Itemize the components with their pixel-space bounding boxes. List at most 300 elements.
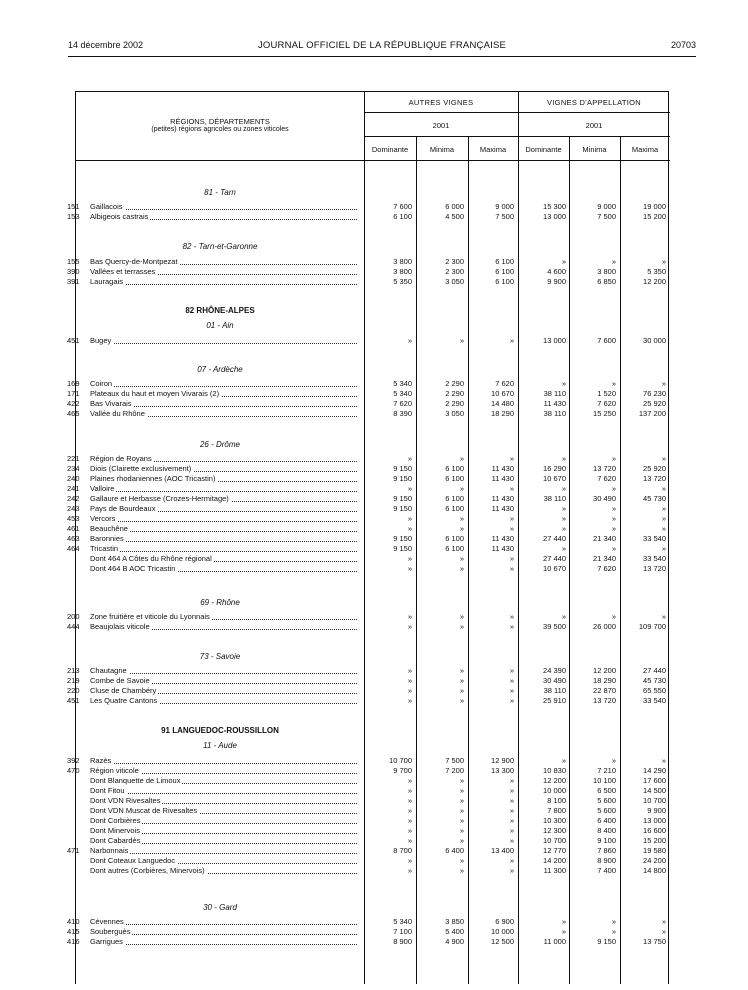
row-name [90, 826, 360, 836]
row-name [90, 257, 360, 267]
row-value: 3 850 [445, 917, 464, 926]
row-value: » [661, 524, 666, 533]
department-heading: 69 - Rhône [200, 598, 240, 607]
row-label: Dont Minervois [90, 826, 141, 835]
row-value: » [661, 504, 666, 513]
row-value: » [459, 816, 464, 825]
row-label: Dont 464 B AOC Tricastin [90, 564, 176, 573]
table-row [67, 399, 670, 409]
row-value: » [661, 927, 666, 936]
row-value: » [407, 776, 412, 785]
row-value: 7 620 [393, 399, 412, 408]
row-value: 13 300 [491, 766, 514, 775]
row-name [90, 756, 360, 766]
row-value: 33 540 [643, 534, 666, 543]
table-row [76, 554, 670, 564]
row-value: » [459, 554, 464, 563]
row-value: 10 830 [543, 766, 566, 775]
row-value: 27 440 [643, 666, 666, 675]
row-value: » [407, 514, 412, 523]
row-value: » [561, 257, 566, 266]
row-value: 11 430 [543, 399, 566, 408]
row-code: 416 [67, 937, 80, 946]
row-value: 6 100 [445, 544, 464, 553]
row-value: » [611, 756, 616, 765]
row-value: » [459, 666, 464, 675]
left-header-subtitle: (petites) régions agricoles ou zones viticoles [151, 126, 289, 133]
row-label: Plateaux du haut et moyen Vivarais (2) [90, 389, 220, 398]
row-value: 6 100 [495, 267, 514, 276]
col-header: Maxima [631, 145, 659, 154]
table-row [67, 267, 670, 277]
row-name [90, 484, 360, 494]
row-name [90, 816, 360, 826]
row-value: 9 000 [597, 202, 616, 211]
row-value: 10 700 [643, 796, 666, 805]
header-line [364, 136, 670, 137]
row-name [90, 796, 360, 806]
row-label: Dont Fitou [90, 786, 125, 795]
row-label: Vallées et terrasses [90, 267, 156, 276]
row-value: 6 400 [597, 816, 616, 825]
row-value: » [661, 917, 666, 926]
row-value: 4 600 [547, 267, 566, 276]
row-value: » [509, 796, 514, 805]
row-value: 9 100 [597, 836, 616, 845]
row-value: 7 800 [547, 806, 566, 815]
row-value: 8 390 [393, 409, 412, 418]
table-row [76, 816, 670, 826]
table-row [67, 484, 670, 494]
row-label: Plaines rhodaniennes (AOC Tricastin) [90, 474, 216, 483]
leader-dots [90, 209, 357, 210]
table-row [67, 544, 670, 554]
row-value: 45 730 [643, 494, 666, 503]
row-code: 242 [67, 494, 80, 503]
row-value: 30 490 [593, 494, 616, 503]
row-value: » [509, 666, 514, 675]
row-value: 5 340 [393, 379, 412, 388]
row-name [90, 786, 360, 796]
table-row [67, 212, 670, 222]
row-code: 463 [67, 534, 80, 543]
row-name [90, 917, 360, 927]
row-value: 27 440 [543, 534, 566, 543]
row-value: » [459, 786, 464, 795]
table-row [67, 622, 670, 632]
row-label: Région viticole [90, 766, 139, 775]
row-code: 219 [67, 676, 80, 685]
row-code: 451 [67, 696, 80, 705]
row-value: 16 290 [543, 464, 566, 473]
row-name [90, 666, 360, 676]
row-value: 5 600 [597, 806, 616, 815]
row-value: 6 100 [495, 277, 514, 286]
row-label: Bugey [90, 336, 112, 345]
row-value: » [459, 514, 464, 523]
row-value: 14 800 [643, 866, 666, 875]
table-row [76, 776, 670, 786]
row-value: 7 500 [597, 212, 616, 221]
row-value: 15 250 [593, 409, 616, 418]
row-code: 171 [67, 389, 80, 398]
row-value: 14 480 [491, 399, 514, 408]
row-value: 10 670 [543, 474, 566, 483]
row-value: » [459, 686, 464, 695]
row-value: 12 200 [643, 277, 666, 286]
row-value: » [509, 612, 514, 621]
row-value: 21 340 [593, 554, 616, 563]
row-value: » [611, 524, 616, 533]
row-code: 410 [67, 917, 80, 926]
table-row [67, 676, 670, 686]
row-name [90, 554, 360, 564]
row-value: » [407, 484, 412, 493]
row-code: 453 [67, 514, 80, 523]
row-value: 10 100 [593, 776, 616, 785]
header-line [76, 160, 670, 161]
row-value: 3 800 [393, 267, 412, 276]
table-row [67, 937, 670, 947]
table-row [67, 277, 670, 287]
row-value: 24 390 [543, 666, 566, 675]
row-label: Cluse de Chambéry [90, 686, 157, 695]
col-header: Dominante [371, 145, 409, 154]
row-code: 241 [67, 484, 80, 493]
row-value: 33 540 [643, 554, 666, 563]
row-value: » [407, 524, 412, 533]
row-code: 391 [67, 277, 80, 286]
row-value: 6 100 [445, 534, 464, 543]
row-label: Gaillacois [90, 202, 123, 211]
row-value: » [661, 544, 666, 553]
row-value: 45 730 [643, 676, 666, 685]
row-value: 10 700 [543, 836, 566, 845]
row-value: » [611, 544, 616, 553]
left-header-title: RÉGIONS, DÉPARTEMENTS [170, 117, 270, 126]
row-value: 12 500 [491, 937, 514, 946]
table-row [76, 564, 670, 574]
row-name [90, 494, 360, 504]
department-heading: 82 - Tarn-et-Garonne [182, 242, 258, 251]
row-label: Beauchêne [90, 524, 128, 533]
row-value: 9 150 [393, 494, 412, 503]
row-value: 19 000 [643, 202, 666, 211]
row-value: 9 150 [393, 534, 412, 543]
row-code: 240 [67, 474, 80, 483]
table-row [67, 514, 670, 524]
row-value: 6 500 [597, 786, 616, 795]
row-value: » [407, 336, 412, 345]
row-value: 6 100 [393, 212, 412, 221]
table-row [67, 202, 670, 212]
row-value: » [509, 696, 514, 705]
row-code: 471 [67, 846, 80, 855]
row-value: » [459, 826, 464, 835]
row-value: 33 540 [643, 696, 666, 705]
row-value: 13 000 [643, 816, 666, 825]
row-value: 25 910 [543, 696, 566, 705]
row-name [90, 277, 360, 287]
row-label: Garrigues [90, 937, 123, 946]
row-value: 13 720 [593, 696, 616, 705]
row-value: » [407, 806, 412, 815]
leader-dots [90, 944, 357, 945]
row-value: 3 050 [445, 409, 464, 418]
row-value: » [661, 756, 666, 765]
row-value: 14 290 [643, 766, 666, 775]
row-value: 6 100 [445, 494, 464, 503]
row-value: » [459, 484, 464, 493]
row-code: 155 [67, 257, 80, 266]
row-value: 15 300 [543, 202, 566, 211]
row-label: Combe de Savoie [90, 676, 150, 685]
row-code: 153 [67, 212, 80, 221]
leader-dots [90, 491, 357, 492]
row-value: » [459, 336, 464, 345]
row-name [90, 389, 360, 399]
row-value: » [561, 504, 566, 513]
row-value: » [561, 756, 566, 765]
row-value: 15 200 [643, 836, 666, 845]
row-value: » [459, 612, 464, 621]
row-value: 5 350 [393, 277, 412, 286]
header-page-number: 20703 [670, 40, 696, 50]
col-header: Minima [429, 145, 455, 154]
table-row [76, 806, 670, 816]
row-name [90, 504, 360, 514]
row-value: 13 000 [543, 336, 566, 345]
row-label: Beaujolais viticole [90, 622, 150, 631]
col-header: Minima [582, 145, 607, 154]
row-value: 21 340 [593, 534, 616, 543]
row-label: Dont Coteaux Languedoc [90, 856, 176, 865]
row-value: » [611, 257, 616, 266]
row-label: Coiron [90, 379, 113, 388]
row-value: » [407, 686, 412, 695]
row-value: » [509, 816, 514, 825]
leader-dots [90, 386, 357, 387]
table-row [67, 686, 670, 696]
row-value: 9 150 [393, 504, 412, 513]
row-value: 4 900 [445, 937, 464, 946]
row-value: 5 340 [393, 917, 412, 926]
row-value: 26 000 [593, 622, 616, 631]
row-value: 6 850 [597, 277, 616, 286]
row-value: 15 200 [643, 212, 666, 221]
row-value: 7 400 [597, 866, 616, 875]
row-value: 30 000 [643, 336, 666, 345]
department-heading: 26 - Drôme [199, 440, 240, 449]
row-value: 13 720 [593, 464, 616, 473]
row-name [90, 846, 360, 856]
row-code: 464 [67, 544, 80, 553]
row-label: Les Quatre Cantons [90, 696, 158, 705]
row-value: 11 430 [491, 544, 514, 553]
leader-dots [90, 343, 357, 344]
row-value: 109 700 [638, 622, 666, 631]
row-label: Bas Vivarais [90, 399, 132, 408]
row-value: 6 400 [445, 846, 464, 855]
table-row [67, 524, 670, 534]
row-value: 14 200 [543, 856, 566, 865]
row-value: » [459, 564, 464, 573]
table-row [67, 379, 670, 389]
table-row [67, 846, 670, 856]
row-label: Dont autres (Corbières, Minervois) [90, 866, 205, 875]
row-value: 38 110 [543, 686, 566, 695]
row-value: 22 870 [593, 686, 616, 695]
row-name [90, 696, 360, 706]
row-value: 7 600 [597, 336, 616, 345]
row-value: 10 000 [543, 786, 566, 795]
row-value: » [561, 544, 566, 553]
row-value: 38 110 [543, 494, 566, 503]
row-value: 2 290 [445, 379, 464, 388]
row-value: » [407, 612, 412, 621]
row-label: Diois (Clairette exclusivement) [90, 464, 192, 473]
row-label: Zone fruitière et viticole du Lyonnais [90, 612, 210, 621]
row-name [90, 409, 360, 419]
table-row [67, 917, 670, 927]
row-value: » [407, 816, 412, 825]
row-code: 234 [67, 464, 80, 473]
row-name [90, 202, 360, 212]
row-name [90, 856, 360, 866]
row-value: 10 670 [491, 389, 514, 398]
row-value: 11 430 [491, 464, 514, 473]
leader-dots [90, 551, 357, 552]
row-value: » [407, 564, 412, 573]
row-value: » [407, 666, 412, 675]
row-value: » [509, 786, 514, 795]
row-label: Souberguès [90, 927, 131, 936]
row-label: Valloire [90, 484, 115, 493]
table-row [76, 856, 670, 866]
row-value: » [407, 826, 412, 835]
row-value: 8 100 [547, 796, 566, 805]
row-value: » [509, 806, 514, 815]
row-name [90, 514, 360, 524]
row-value: 12 900 [491, 756, 514, 765]
row-value: 7 620 [495, 379, 514, 388]
row-value: » [407, 622, 412, 631]
header-date: 14 décembre 2002 [68, 40, 144, 50]
row-code: 451 [67, 336, 80, 345]
row-value: » [407, 866, 412, 875]
row-code: 461 [67, 524, 80, 533]
row-value: 30 490 [543, 676, 566, 685]
row-label: Lauragais [90, 277, 123, 286]
table-row [67, 766, 670, 776]
row-value: » [509, 686, 514, 695]
row-value: 7 600 [393, 202, 412, 211]
row-value: » [611, 454, 616, 463]
row-value: 16 600 [643, 826, 666, 835]
row-value: 13 720 [643, 564, 666, 573]
row-value: » [611, 612, 616, 621]
row-code: 243 [67, 504, 80, 513]
row-value: 11 000 [543, 937, 566, 946]
row-name [90, 927, 360, 937]
row-value: » [459, 696, 464, 705]
table-row [67, 389, 670, 399]
table-row [76, 786, 670, 796]
row-value: 6 000 [445, 202, 464, 211]
row-value: » [611, 917, 616, 926]
department-heading: 07 - Ardèche [197, 365, 243, 374]
table-row [76, 796, 670, 806]
row-value: 13 720 [643, 474, 666, 483]
table-row [67, 534, 670, 544]
row-value: 1 520 [597, 389, 616, 398]
row-label: Tricastin [90, 544, 119, 553]
row-value: » [561, 379, 566, 388]
header-title: JOURNAL OFFICIEL DE LA RÉPUBLIQUE FRANÇAISE [257, 40, 507, 51]
table-row [67, 666, 670, 676]
row-value: 2 300 [445, 257, 464, 266]
row-label: Vercors [90, 514, 116, 523]
row-value: 13 400 [491, 846, 514, 855]
row-value: » [509, 836, 514, 845]
row-value: » [459, 856, 464, 865]
row-value: 7 860 [597, 846, 616, 855]
row-value: 11 300 [543, 866, 566, 875]
table-row [67, 756, 670, 766]
row-value: 10 700 [389, 756, 412, 765]
row-label: Dont VDN Muscat de Rivesaltes [90, 806, 198, 815]
row-value: 4 500 [445, 212, 464, 221]
row-value: » [459, 806, 464, 815]
row-value: » [509, 564, 514, 573]
department-heading: 30 - Gard [203, 903, 237, 912]
row-name [90, 766, 360, 776]
row-value: » [611, 504, 616, 513]
row-value: » [561, 484, 566, 493]
row-name [90, 612, 360, 622]
table-row [76, 866, 670, 876]
table-row [76, 826, 670, 836]
row-value: » [407, 554, 412, 563]
row-value: » [407, 696, 412, 705]
header-line [364, 112, 670, 113]
table-row [67, 409, 670, 419]
row-value: 11 430 [491, 494, 514, 503]
row-value: » [509, 676, 514, 685]
row-value: » [561, 514, 566, 523]
row-label: Razès [90, 756, 112, 765]
row-value: 17 600 [643, 776, 666, 785]
row-value: 5 350 [647, 267, 666, 276]
table-row [67, 464, 670, 474]
row-label: Pays de Bourdeaux [90, 504, 156, 513]
table-row [67, 474, 670, 484]
row-name [90, 454, 360, 464]
table-row [67, 696, 670, 706]
row-value: 25 920 [643, 399, 666, 408]
row-value: 7 200 [445, 766, 464, 775]
row-value: 2 290 [445, 399, 464, 408]
row-value: 8 400 [597, 826, 616, 835]
row-label: Dont VDN Rivesaltes [90, 796, 161, 805]
department-heading: 01 - Ain [206, 321, 234, 330]
row-value: 6 100 [495, 257, 514, 266]
leader-dots [90, 763, 357, 764]
row-value: 9 000 [495, 202, 514, 211]
table-row [67, 336, 670, 346]
row-value: » [407, 786, 412, 795]
row-label: Albigeois castrais [90, 212, 149, 221]
